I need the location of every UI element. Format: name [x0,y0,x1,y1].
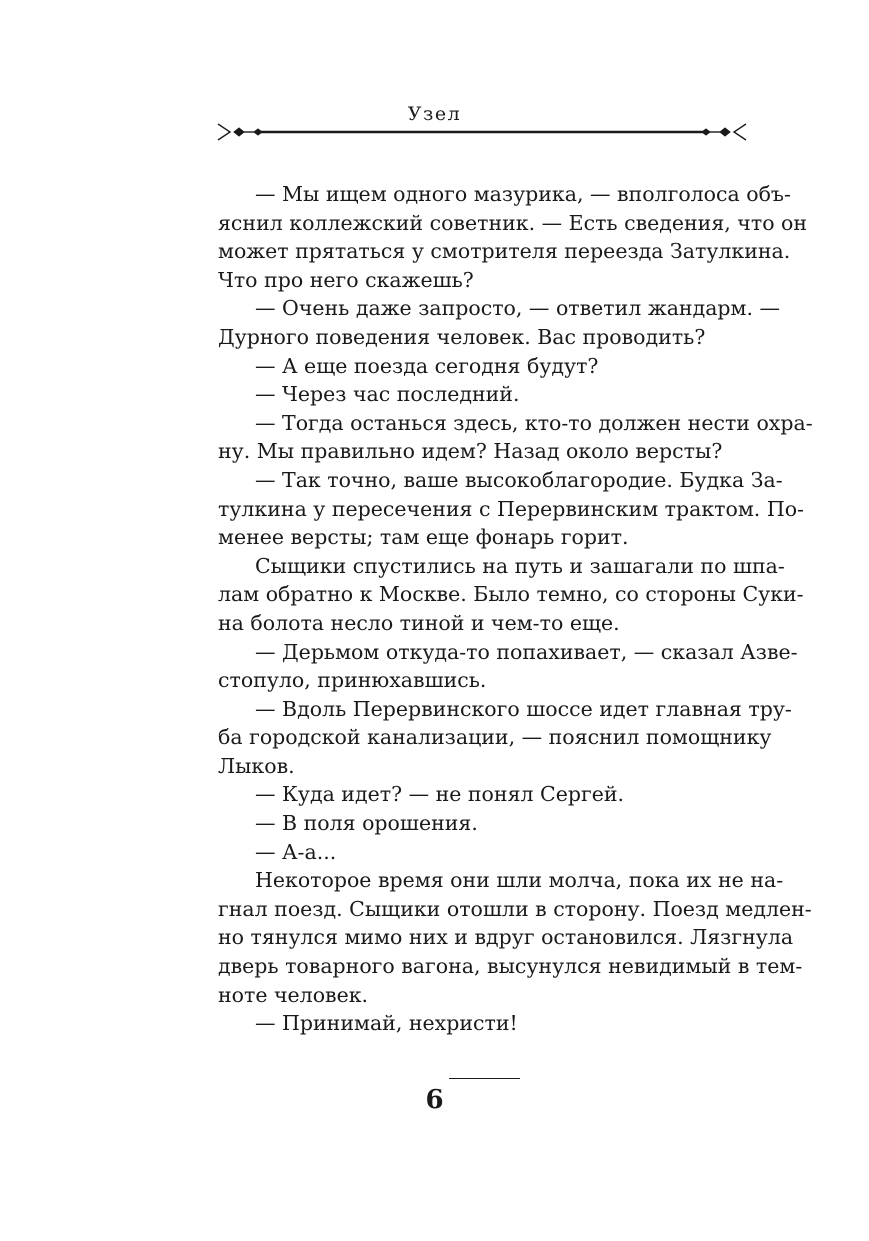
body-text [218,180,813,1038]
text-line: — Дерьмом откуда-то попахивает, — сказал Азве- [255,639,798,664]
text-line: — Тогда останься здесь, кто-то должен нести охра- [255,410,813,435]
text-line: — А-а... [255,839,337,864]
text-line: ноте человек. [218,982,369,1007]
text-line: Сыщики спустились на путь и зашагали по шпа- [255,553,785,578]
page-number: 6 [425,1085,444,1115]
text-line: Лыков. [218,753,295,778]
text-line: — Очень даже запросто, — ответил жандарм. — [255,296,781,321]
text-line: может прятаться у смотрителя переезда Затулкина. [218,239,791,264]
text-line: гнал поезд. Сыщики отошли в сторону. Поезд медлен- [218,896,812,921]
text-line: на болота несло тиной и чем-то еще. [218,610,620,635]
text-line: — Так точно, ваше высокоблагородие. Будка За- [255,467,783,492]
text-line: — Куда идет? — не понял Сергей. [255,782,625,807]
text-line: но тянулся мимо них и вдруг остановился. Лязгнула [218,925,794,950]
text-line: — Принимай, нехристи! [255,1011,518,1036]
running-title: Узел [407,103,462,125]
text-line: — Вдоль Перервинского шоссе идет главная тру- [255,696,792,721]
header-ornament-rule [214,119,750,145]
folio-rule [449,1078,520,1079]
text-line: Дурного поведения человек. Вас проводить? [218,324,706,349]
text-line: — А еще поезда сегодня будут? [255,353,599,378]
text-line: Что про него скажешь? [218,267,474,292]
text-line: — Мы ищем одного мазурика, — вполголоса объ- [255,182,791,206]
text-line: ба городской канализации, — пояснил помощнику [218,725,772,750]
text-line: лам обратно к Москве. Было темно, со стороны Суки- [218,582,804,607]
text-line: Некоторое время они шли молча, пока их не на- [255,868,784,893]
text-line: тулкина у пересечения с Перервинским трактом. По- [218,496,804,521]
text-line: ну. Мы правильно идем? Назад около версты? [218,439,723,464]
text-line: — Через час последний. [255,382,520,407]
text-line: менее версты; там еще фонарь горит. [218,525,629,550]
text-line: стопуло, принюхавшись. [218,668,487,693]
text-line: — В поля орошения. [255,811,478,836]
text-line: яснил коллежский советник. — Есть сведения, что он [218,210,808,235]
text-line: дверь товарного вагона, высунулся невидимый в тем- [218,954,803,979]
